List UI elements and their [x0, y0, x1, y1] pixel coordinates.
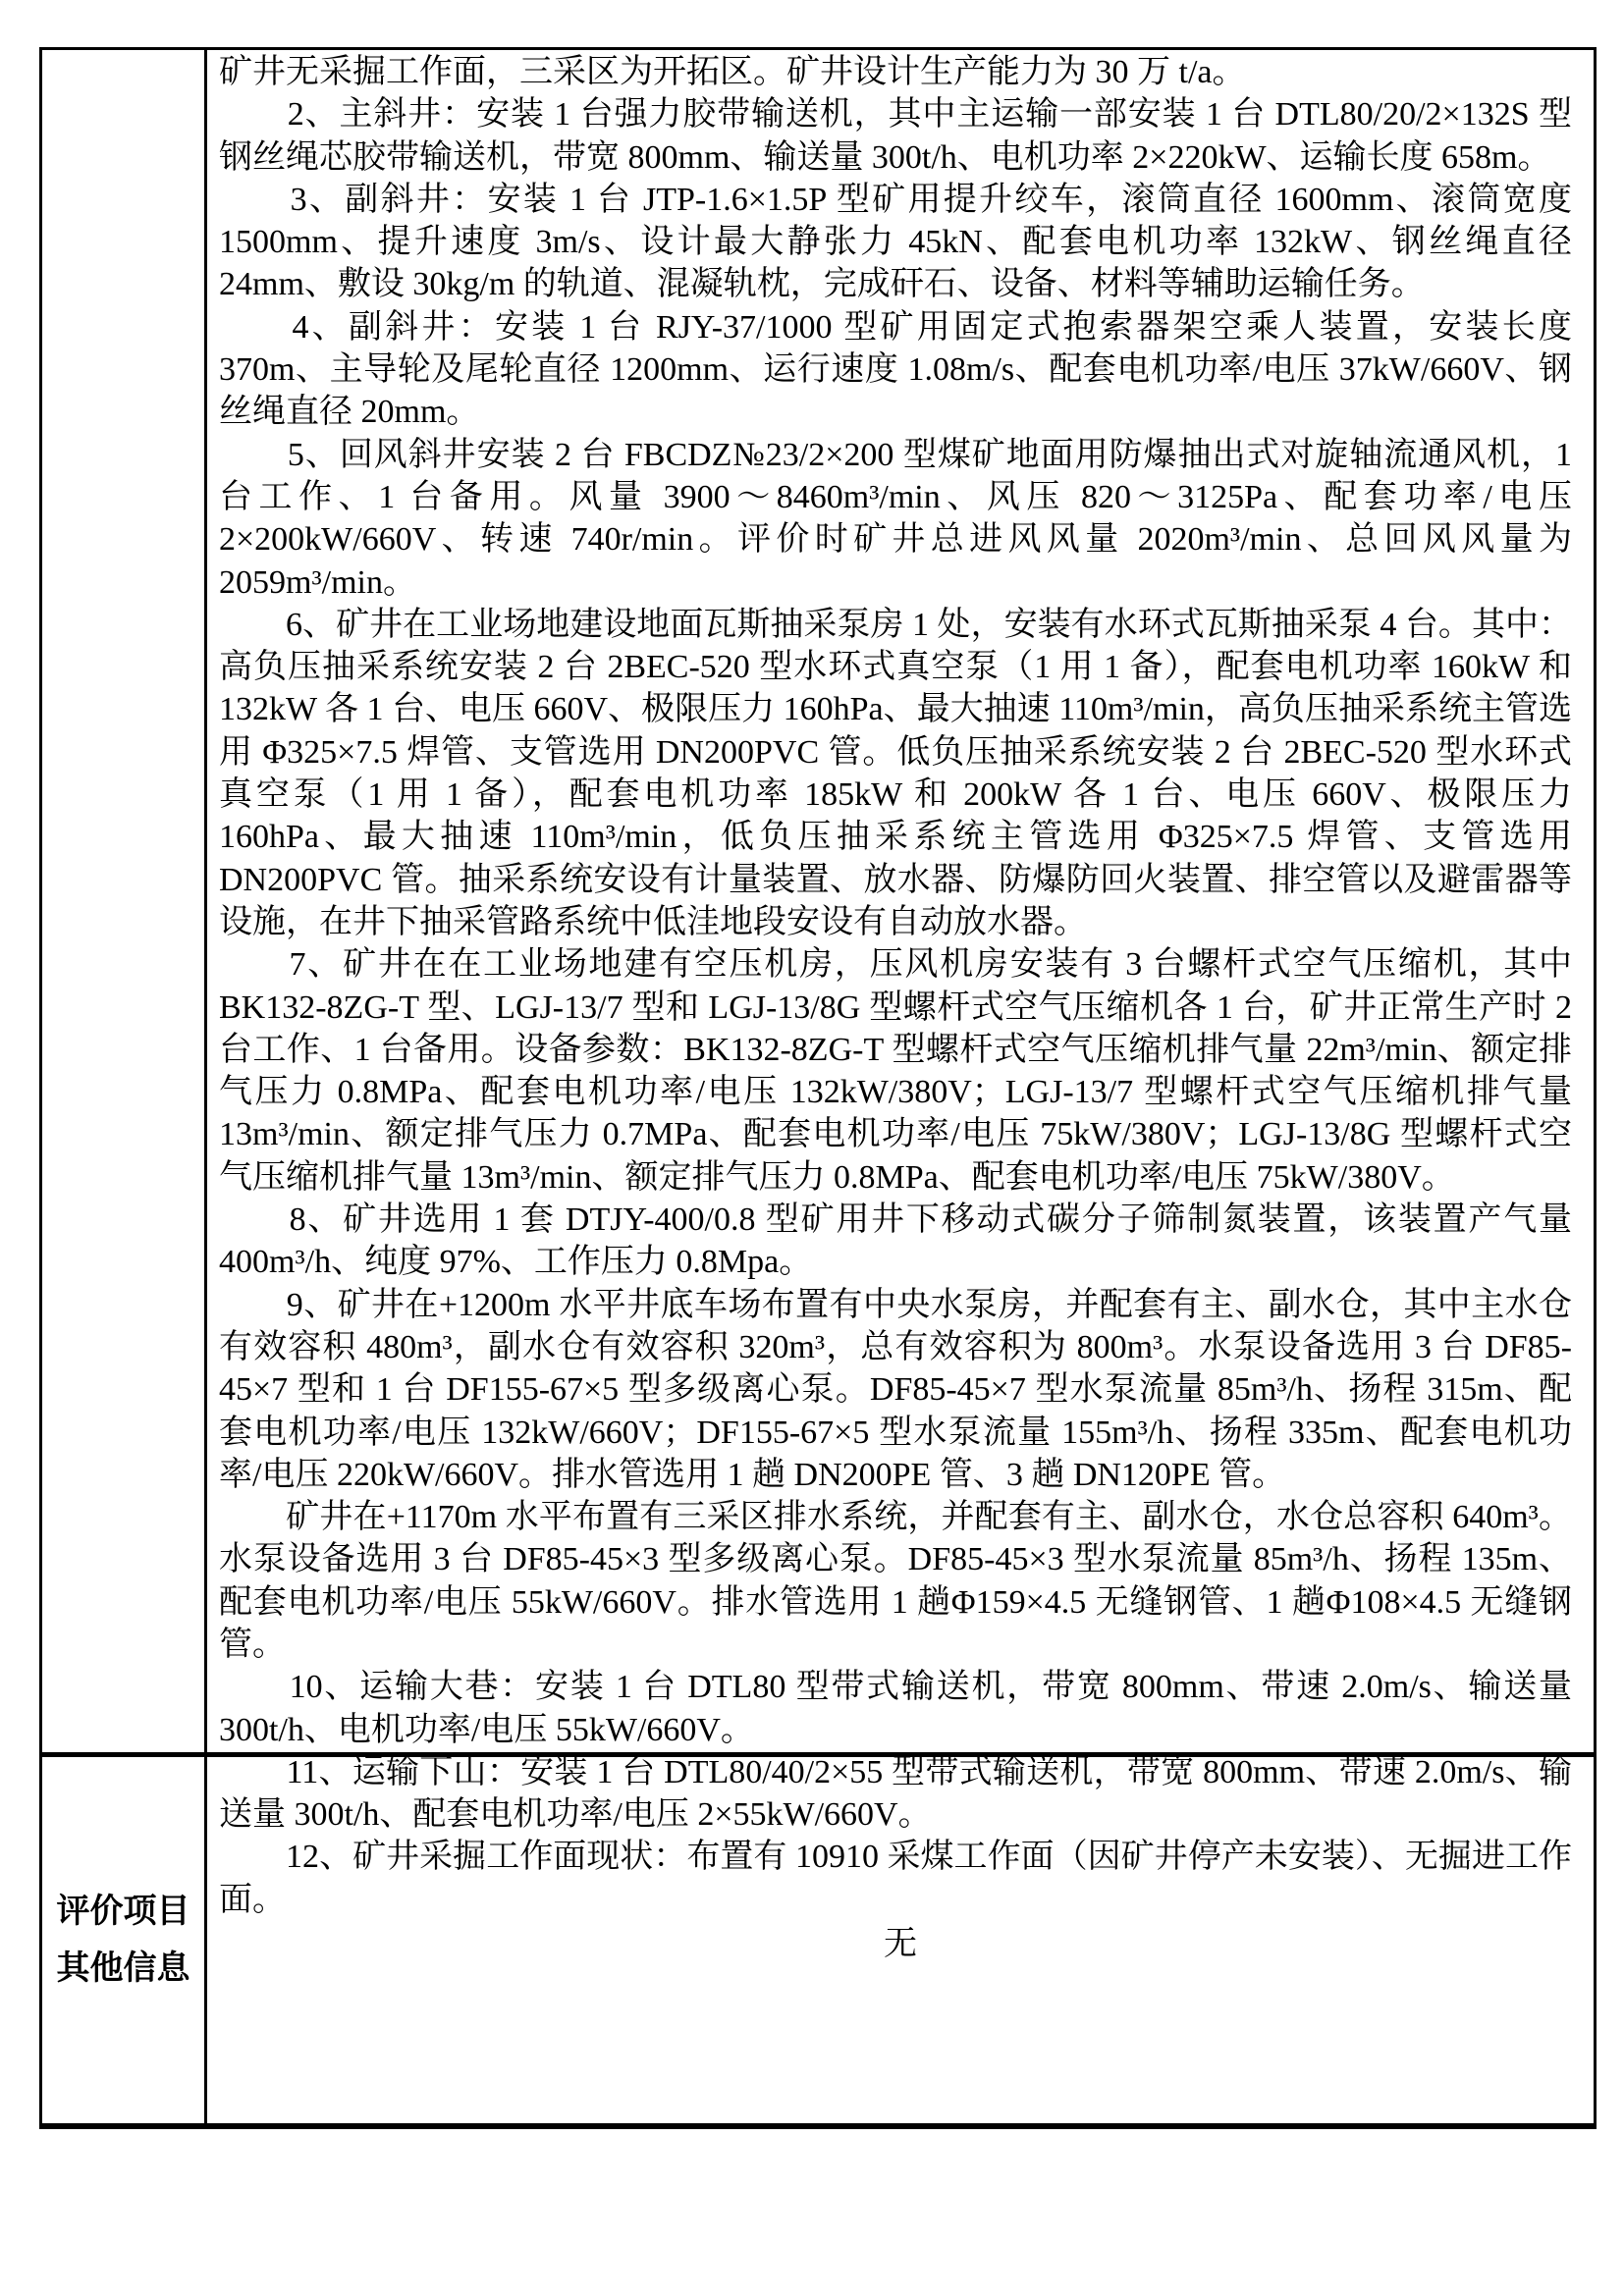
paragraph: 3、副斜井：安装 1 台 JTP-1.6×1.5P 型矿用提升绞车，滚筒直径 1600mm、滚筒宽度 1500mm、提升速度 3m/s、设计最大静张力 45kN、配套电机功率 132kW、钢丝绳直径 24mm、敷设 30kg/m 的轨道、混凝轨枕，完成矸石、设备、材料等辅助运输任务。: [219, 181, 1572, 303]
paragraph: 6、矿井在工业场地建设地面瓦斯抽采泵房 1 处，安装有水环式瓦斯抽采泵 4 台。其中：高负压抽采系统安装 2 台 2BEC-520 型水环式真空泵（1 用 1 备），配套电机功率 160kW 和 132kW 各 1 台、电压 660V、极限压力 160hPa、最大抽速 110m³/min，高负压抽采系统主管选用 Φ325×7.5 焊管、支管选用 DN200PVC 管。低负压抽采系统安装 2 台 2BEC-520 型水环式真空泵（1 用 1 备），配套电机功率 185kW 和 200kW 各 1 台、电压 660V、极限压力 160hPa、最大抽速 110m³/min，低负压抽采系统主管选用 Φ325×7.5 焊管、支管选用 DN200PVC 管。抽采系统安设有计量装置、放水器、防爆防回火装置、排空管以及避雷器等设施，在井下抽采管路系统中低洼地段安设有自动放水器。: [219, 606, 1572, 940]
paragraph: 12、矿井采掘工作面现状：布置有 10910 采煤工作面（因矿井停产未安装）、无掘进工作面。: [219, 1839, 1572, 1918]
row1-content-cell: [207, 50, 1594, 1918]
paragraph: 2、主斜井：安装 1 台强力胶带输送机，其中主运输一部安装 1 台 DTL80/20/2×132S 型钢丝绳芯胶带输送机，带宽 800mm、输送量 300t/h、电机功率 2×220kW、运输长度 658m。: [219, 96, 1572, 176]
evaluation-info-table: [39, 47, 1597, 2129]
row2-content-value: 无: [884, 1926, 917, 1962]
row1-label-cell: [42, 50, 207, 1752]
paragraph: 8、矿井选用 1 套 DTJY-400/0.8 型矿用井下移动式碳分子筛制氮装置，该装置产气量 400m³/h、纯度 97%、工作压力 0.8Mpa。: [219, 1201, 1572, 1281]
row2-label-line1: 评价项目: [56, 1893, 190, 1930]
row2-label: [57, 1884, 190, 1998]
paragraph: 9、矿井在+1200m 水平井底车场布置有中央水泵房，并配套有主、副水仓，其中主水仓有效容积 480m³，副水仓有效容积 320m³，总有效容积为 800m³。水泵设备选用 3 台 DF85-45×7 型和 1 台 DF155-67×5 型多级离心泵。DF85-45×7 型水泵流量 85m³/h、扬程 315m、配套电机功率/电压 132kW/660V；DF155-67×5 型水泵流量 155m³/h、扬程 335m、配套电机功率/电压 220kW/660V。排水管选用 1 趟 DN200PE 管、3 趟 DN120PE 管。: [219, 1286, 1572, 1493]
row2-content-cell: [207, 1752, 1594, 2123]
paragraph: 10、运输大巷：安装 1 台 DTL80 型带式输送机，带宽 800mm、带速 2.0m/s、输送量 300t/h、电机功率/电压 55kW/660V。: [219, 1669, 1572, 1748]
paragraph: 矿井无采掘工作面，三采区为开拓区。矿井设计生产能力为 30 万 t/a。: [219, 54, 1246, 90]
row2-label-cell: [42, 1752, 207, 2123]
row2-label-line2: 其他信息: [56, 1949, 190, 1987]
paragraph: 矿井在+1170m 水平布置有三采区排水系统，并配套有主、副水仓，水仓总容积 640m³。水泵设备选用 3 台 DF85-45×3 型多级离心泵。DF85-45×3 型水泵流量 85m³/h、扬程 135m、配套电机功率/电压 55kW/660V。排水管选用 1 趟Φ159×4.5 无缝钢管、1 趟Φ108×4.5 无缝钢管。: [219, 1499, 1572, 1663]
paragraph: 4、副斜井：安装 1 台 RJY-37/1000 型矿用固定式抱索器架空乘人装置，安装长度 370m、主导轮及尾轮直径 1200mm、运行速度 1.08m/s、配套电机功率/电压 37kW/660V、钢丝绳直径 20mm。: [219, 308, 1572, 431]
paragraph: 5、回风斜井安装 2 台 FBCDZ№23/2×200 型煤矿地面用防爆抽出式对旋轴流通风机，1 台工作、1 台备用。风量 3900～8460m³/min、风压 820～3125Pa、配套功率/电压 2×200kW/660V、转速 740r/min。评价时矿井总进风风量 2020m³/min、总回风风量为 2059m³/min。: [219, 436, 1572, 601]
paragraph: 11、运输下山：安装 1 台 DTL80/40/2×55 型带式输送机，带宽 800mm、带速 2.0m/s、输送量 300t/h、配套电机功率/电压 2×55kW/660V。: [219, 1753, 1572, 1834]
paragraph: 7、矿井在在工业场地建有空压机房，压风机房安装有 3 台螺杆式空气压缩机，其中 BK132-8ZG-T 型、LGJ-13/7 型和 LGJ-13/8G 型螺杆式空气压缩机各 1 台，矿井正常生产时 2 台工作、1 台备用。设备参数：BK132-8ZG-T 型螺杆式空气压缩机排气量 22m³/min、额定排气压力 0.8MPa、配套电机功率/电压 132kW/380V；LGJ-13/7 型螺杆式空气压缩机排气量 13m³/min、额定排气压力 0.7MPa、配套电机功率/电压 75kW/380V；LGJ-13/8G 型螺杆式空气压缩机排气量 13m³/min、额定排气压力 0.8MPa、配套电机功率/电压 75kW/380V。: [219, 946, 1572, 1196]
